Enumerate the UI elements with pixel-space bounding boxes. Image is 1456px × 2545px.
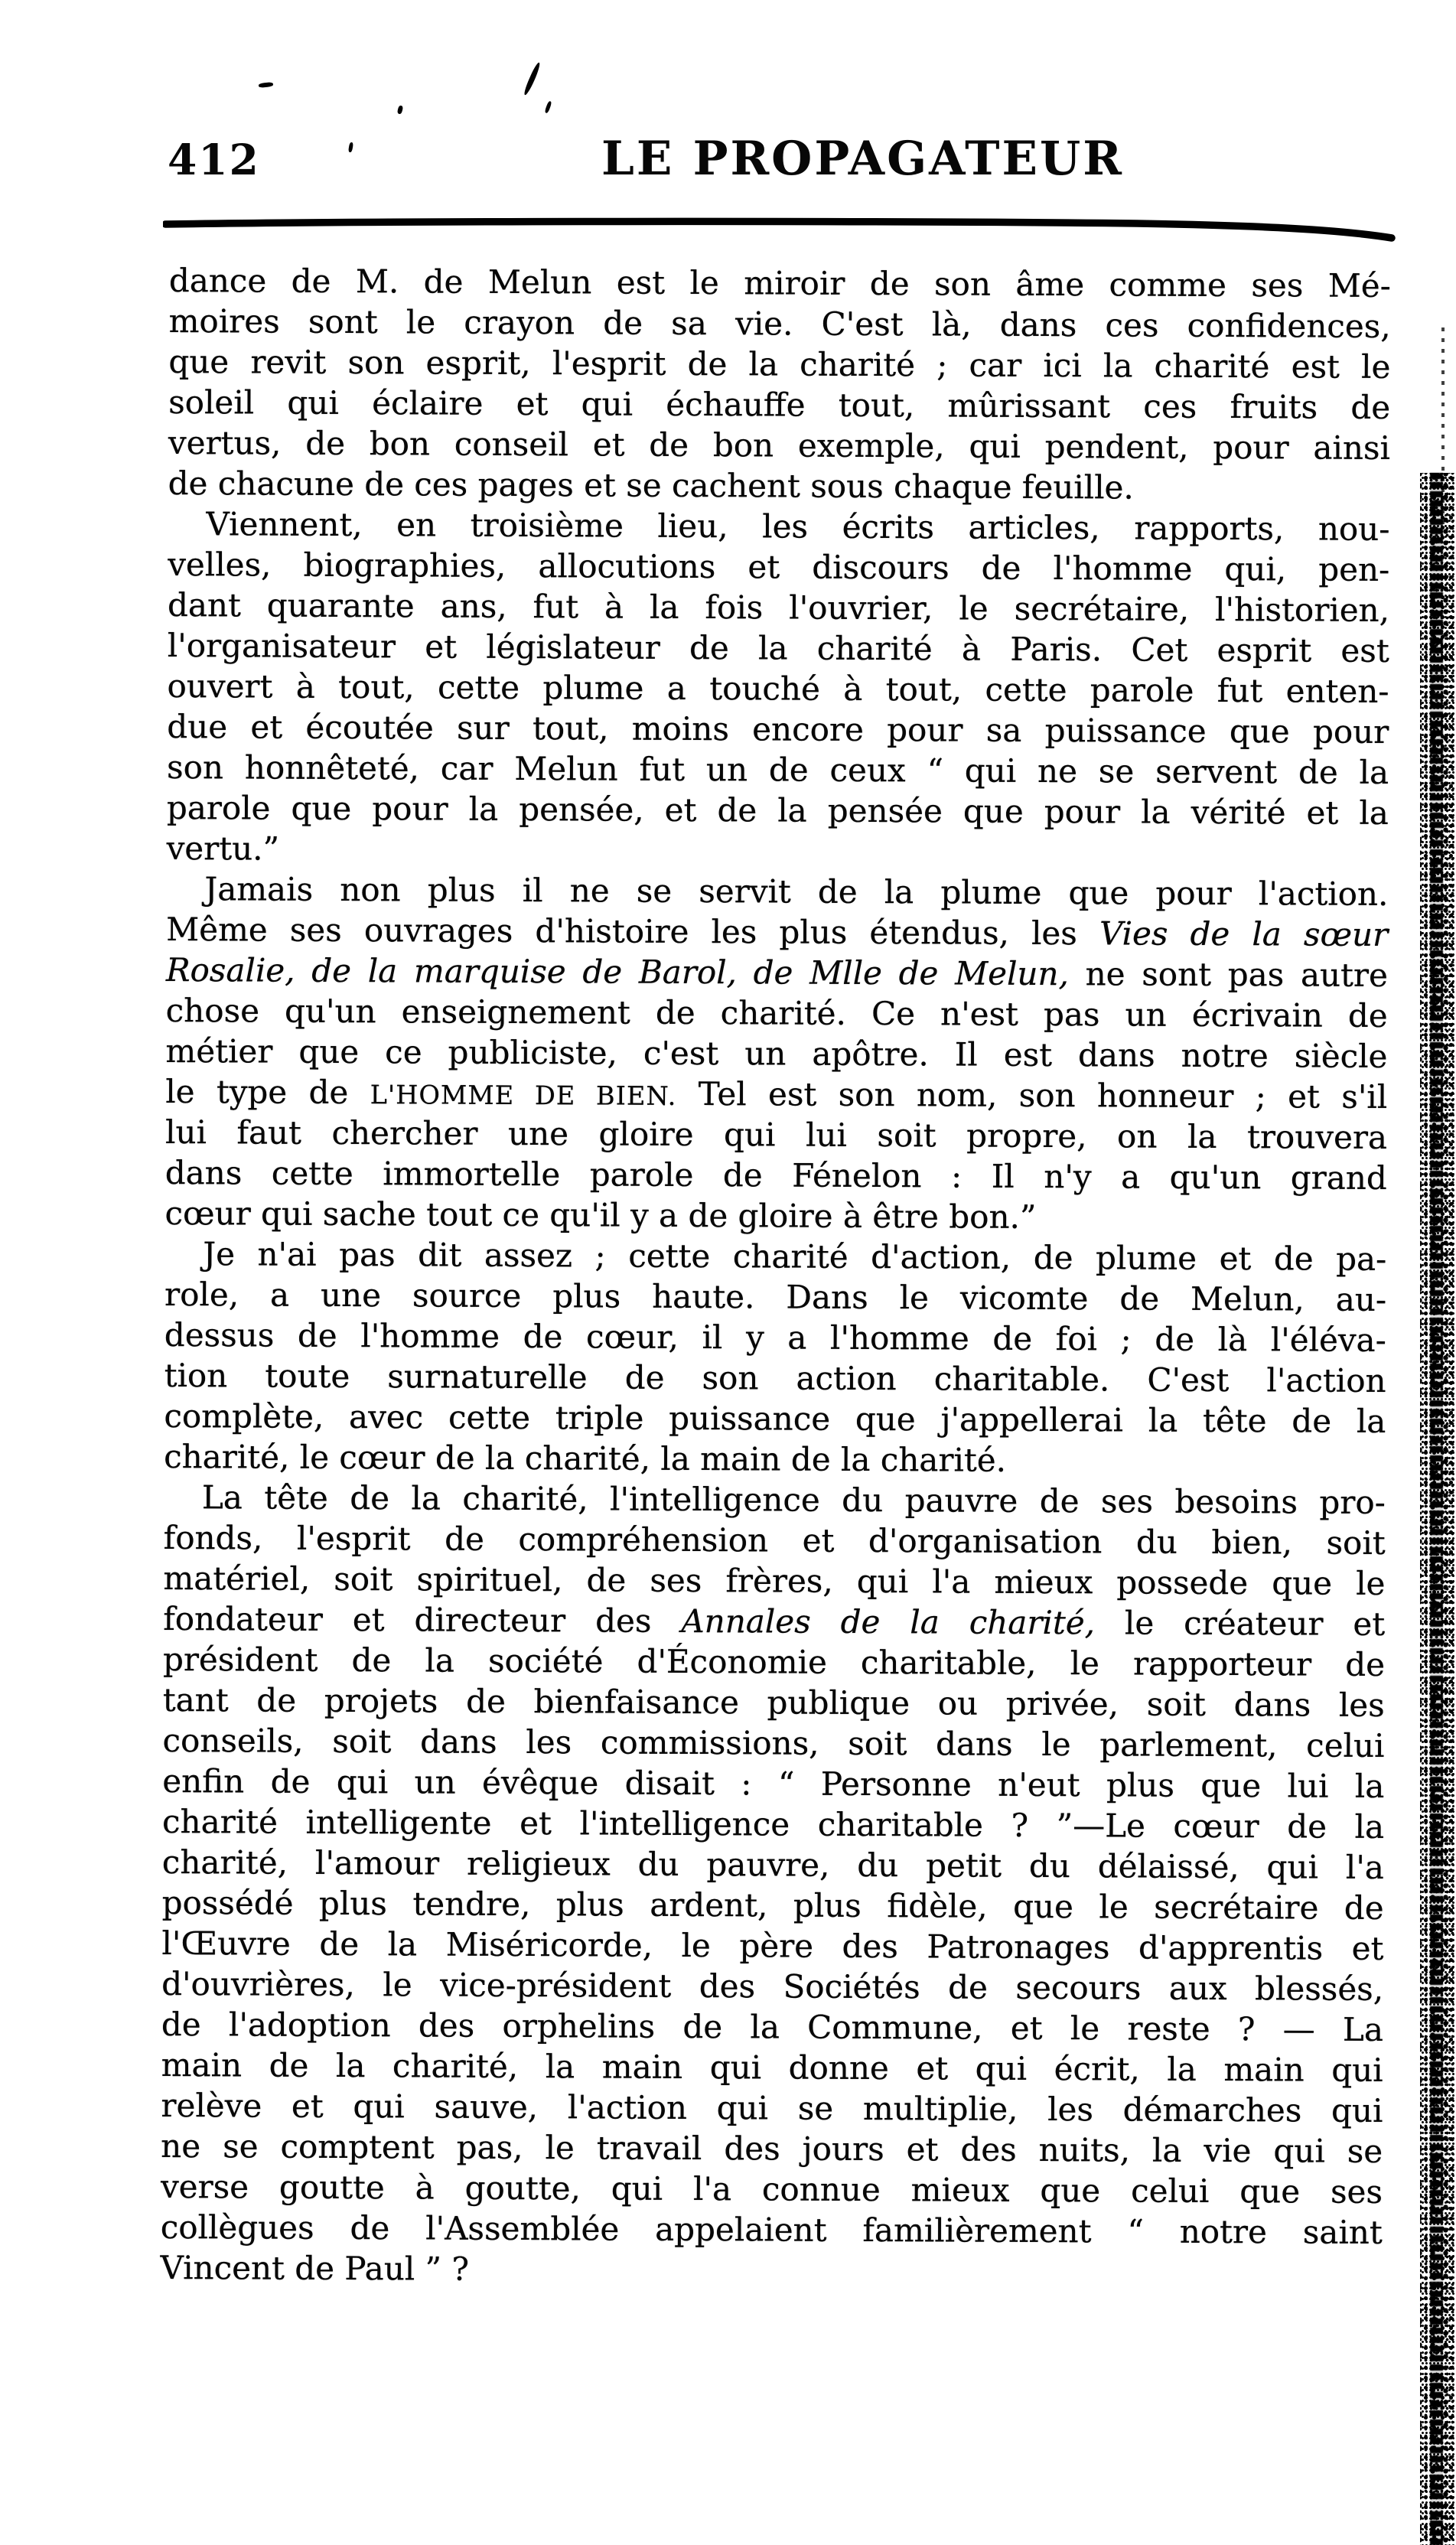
text-line: tant de projets de bienfaisance publique ou privée, soit dans les — [162, 1680, 1385, 1724]
text-line: role, a une source plus haute. Dans le vicomte de Melun, au- — [164, 1275, 1387, 1318]
text-line: enfin de qui un évêque disait : “ Personne n'eut plus que lui la — [162, 1761, 1385, 1805]
text-line: d'ouvrières, le vice-président des Sociétés de secours aux blessés, — [161, 1964, 1384, 2008]
text-line: tion toute surnaturelle de son action charitable. C'est l'action — [164, 1356, 1386, 1400]
text-line: dessus de l'homme de cœur, il y a l'homme de foi ; de là l'éléva- — [164, 1315, 1386, 1359]
text-line: lui faut chercher une gloire qui lui soit propre, on la trouvera — [164, 1113, 1388, 1156]
text-line: Viennent, en troisième lieu, les écrits articles, rapports, nou- — [206, 505, 1390, 548]
text-run: Même ses ouvrages d'histoire les plus étendus, les — [166, 910, 1100, 953]
text-line — [163, 1598, 1385, 1644]
text-line: son honnêteté, car Melun fut un de ceux “ qui ne se servent de la — [167, 748, 1389, 791]
text-line: cœur qui sache tout ce qu'il y a de gloire à être bon.” — [164, 1194, 1037, 1236]
paragraph — [167, 503, 1390, 874]
text-run: fondateur et directeur des — [163, 1599, 682, 1640]
text-line: collègues de l'Assemblée appelaient familièrement “ notre saint — [160, 2208, 1383, 2251]
page-number: 412 — [168, 135, 260, 184]
text-run: ne sont pas autre — [1068, 955, 1389, 994]
text-line: Jamais non plus il ne se servit de la plume que pour l'action. — [204, 870, 1389, 913]
text-line: matériel, soit spirituel, de ses frères, qui l'a mieux possede que le — [163, 1559, 1386, 1602]
text-line: Je n'ai pas dit assez ; cette charité d'action, de plume et de pa- — [203, 1235, 1387, 1278]
text-line: main de la charité, la main qui donne et qui écrit, la main qui — [161, 2045, 1383, 2089]
text-line: l'Œuvre de la Miséricorde, le père des Patronages d'apprentis et — [161, 1924, 1384, 1967]
header-rule — [163, 216, 1402, 246]
text-line: soleil qui éclaire et qui échauffe tout, mûrissant ces fruits de — [168, 383, 1391, 426]
text-line: Vincent de Paul ” ? — [160, 2248, 470, 2288]
text-line: charité, l'amour religieux du pauvre, du petit du délaissé, qui l'a — [161, 1843, 1384, 1886]
text-line: de chacune de ces pages et se cachent sous chaque feuille. — [168, 464, 1134, 507]
text-line: vertu.” — [166, 829, 280, 868]
text-line: charité intelligente et l'intelligence charitable ? ”—Le cœur de la — [161, 1802, 1385, 1846]
text-line: dant quarante ans, fut à la fois l'ouvrier, le secrétaire, l'historien, — [167, 585, 1390, 629]
paragraph — [164, 868, 1388, 1239]
text-line: l'organisateur et législateur de la charité à Paris. Cet esprit est — [167, 626, 1389, 670]
running-head-title: LE PROPAGATEUR — [601, 132, 1124, 186]
text-line: relève et qui sauve, l'action qui se multiplie, les démarches qui — [161, 2086, 1383, 2130]
text-run: le créateur et — [1094, 1604, 1386, 1643]
text-line: due et écoutée sur tout, moins encore pour sa puissance que pour — [167, 707, 1389, 751]
text-line — [165, 1071, 1387, 1117]
text-line: moires sont le crayon de sa vie. C'est là, dans ces confidences, — [168, 301, 1391, 345]
ink-speck — [523, 62, 542, 96]
paragraph — [164, 1233, 1386, 1482]
italic-text-run: Annales de la charité, — [681, 1602, 1096, 1642]
text-line: vertus, de bon conseil et de bon exemple, qui pendent, pour ainsi — [168, 423, 1391, 467]
text-line: chose qu'un enseignement de charité. Ce n'est pas un écrivain de — [165, 991, 1388, 1035]
body-text — [160, 260, 1391, 2293]
text-line — [166, 909, 1388, 955]
text-line: métier que ce publiciste, c'est un apôtre. Il est dans notre siècle — [165, 1031, 1388, 1075]
text-line: de l'adoption des orphelins de la Commune, et le reste ? — La — [161, 2005, 1384, 2048]
text-line: parole que pour la pensée, et de la pensée que pour la vérité et la — [166, 788, 1389, 832]
text-line: ouvert à tout, cette plume a touché à tout, cette parole fut enten- — [167, 666, 1389, 710]
paragraph — [160, 1477, 1386, 2293]
text-line: complète, avec cette triple puissance que j'appellerai la tête de la — [164, 1396, 1386, 1440]
text-line: conseils, soit dans les commissions, soit dans le parlement, celui — [162, 1721, 1385, 1765]
ink-speck — [544, 101, 552, 114]
ink-speck — [397, 105, 403, 114]
text-line: ne se comptent pas, le travail des jours et des nuits, la vie qui se — [161, 2126, 1383, 2170]
text-line: possédé plus tendre, plus ardent, plus fidèle, que le secrétaire de — [161, 1883, 1384, 1927]
text-line: verse goutte à goutte, qui l'a connue mieux que celui que ses — [160, 2167, 1383, 2211]
ink-speck — [348, 142, 353, 153]
text-line — [166, 950, 1388, 996]
text-line: dance de M. de Melun est le miroir de son âme comme ses Mé- — [168, 261, 1391, 305]
text-line: fonds, l'esprit de compréhension et d'organisation du bien, soit — [163, 1518, 1386, 1562]
paragraph — [168, 260, 1391, 509]
binding-noise-strip — [1420, 473, 1456, 2545]
text-run: le type de — [165, 1072, 370, 1112]
text-line: dans cette immortelle parole de Fénelon : Il n'y a qu'un grand — [164, 1153, 1387, 1197]
text-line: charité, le cœur de la charité, la main de la charité. — [164, 1437, 1007, 1479]
text-run: Tel est son nom, son honneur ; et s'il — [676, 1074, 1388, 1116]
text-line: La tête de la charité, l'intelligence du pauvre de ses besoins pro- — [201, 1478, 1386, 1521]
italic-text-run: Vies de la sœur — [1099, 914, 1389, 953]
text-line: velles, biographies, allocutions et discours de l'homme qui, pen- — [168, 545, 1390, 588]
ink-speck — [259, 82, 274, 88]
text-line: que revit son esprit, l'esprit de la charité ; car ici la charité est le — [168, 342, 1391, 386]
italic-text-run: Rosalie, de la marquise de Barol, de Mlle de Melun, — [165, 950, 1070, 993]
small-caps-text-run: L'HOMME DE BIEN. — [370, 1080, 677, 1111]
text-line: président de la société d'Économie charitable, le rapporteur de — [162, 1640, 1386, 1683]
